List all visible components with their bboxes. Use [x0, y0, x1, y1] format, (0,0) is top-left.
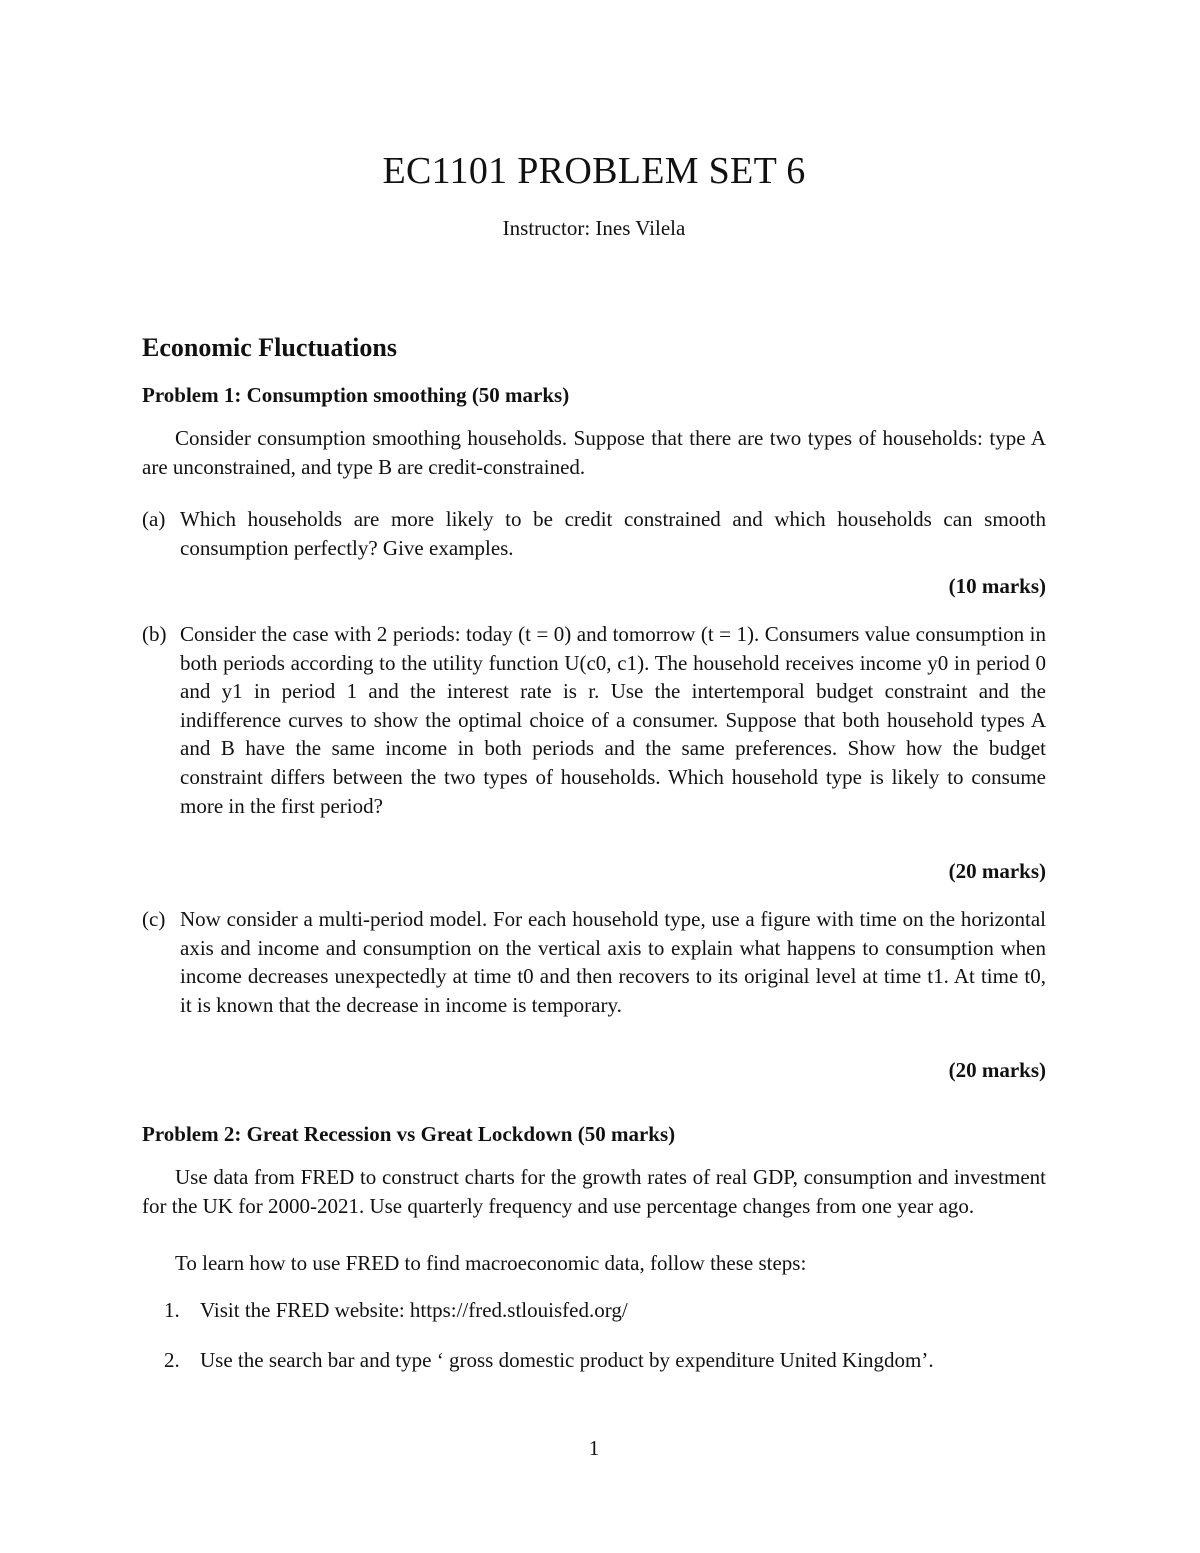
- step-label: 1.: [164, 1298, 180, 1322]
- page-number: 1: [588, 1436, 600, 1460]
- problem-2-steps-intro: To learn how to use FRED to find macroeconomic data, follow these steps:: [175, 1251, 807, 1275]
- step-item: [164, 1296, 1046, 1325]
- document-title: EC1101 PROBLEM SET 6: [382, 150, 806, 192]
- problem-1-intro: Consider consumption smoothing households. Suppose that there are two types of households: type A are unconstrained, and type B are credit-constrained.: [142, 426, 1046, 479]
- problem-2-intro: Use data from FRED to construct charts for the growth rates of real GDP, consumption and investment for the UK for 2000-2021. Use quarterly frequency and use percentage changes from one year ago.: [142, 1165, 1046, 1218]
- problem-2-heading: Problem 2: Great Recession vs Great Lockdown (50 marks): [142, 1122, 676, 1146]
- part-c-marks: (20 marks): [948, 1058, 1046, 1082]
- instructor-line: Instructor: Ines Vilela: [502, 216, 686, 240]
- step-text: Use the search bar and type ‘ gross domestic product by expenditure United Kingdom’.: [200, 1348, 934, 1372]
- document-page: [142, 0, 1046, 1553]
- problem-1-part-a: [142, 505, 1046, 562]
- section-heading: Economic Fluctuations: [142, 333, 397, 362]
- part-text: Consider the case with 2 periods: today (t = 0) and tomorrow (t = 1). Consumers value consumption in both periods according to the utility function U(c0, c1). The household receives income y0 in period 0 and y1 in period 1 and the interest rate is r. Use the intertemporal budget constraint and the indifference curves to show the optimal choice of a consumer. Suppose that both household types A and B have the same income in both periods and the same preferences. Show how the budget constraint differs between the two types of households. Which household type is likely to consume more in the first period?: [180, 622, 1046, 818]
- part-b-marks: (20 marks): [948, 859, 1046, 883]
- problem-1-part-c: [142, 905, 1046, 1019]
- part-label: (a): [142, 507, 166, 531]
- part-label: (c): [142, 907, 166, 931]
- part-label: (b): [142, 622, 167, 646]
- problem-1-heading: Problem 1: Consumption smoothing (50 marks): [142, 383, 570, 407]
- part-text: Now consider a multi-period model. For each household type, use a figure with time on the horizontal axis and income and consumption on the vertical axis to explain what happens to consumption when income decreases unexpectedly at time t0 and then recovers to its original level at time t1. At time t0, it is known that the decrease in income is temporary.: [180, 907, 1046, 1017]
- part-text: Which households are more likely to be credit constrained and which households can smooth consumption perfectly? Give examples.: [180, 507, 1046, 560]
- step-label: 2.: [164, 1348, 180, 1372]
- step-item: [164, 1346, 1046, 1375]
- problem-1-part-b: [142, 620, 1046, 820]
- part-a-marks: (10 marks): [948, 574, 1046, 598]
- step-text: Visit the FRED website: https://fred.stlouisfed.org/: [200, 1298, 628, 1322]
